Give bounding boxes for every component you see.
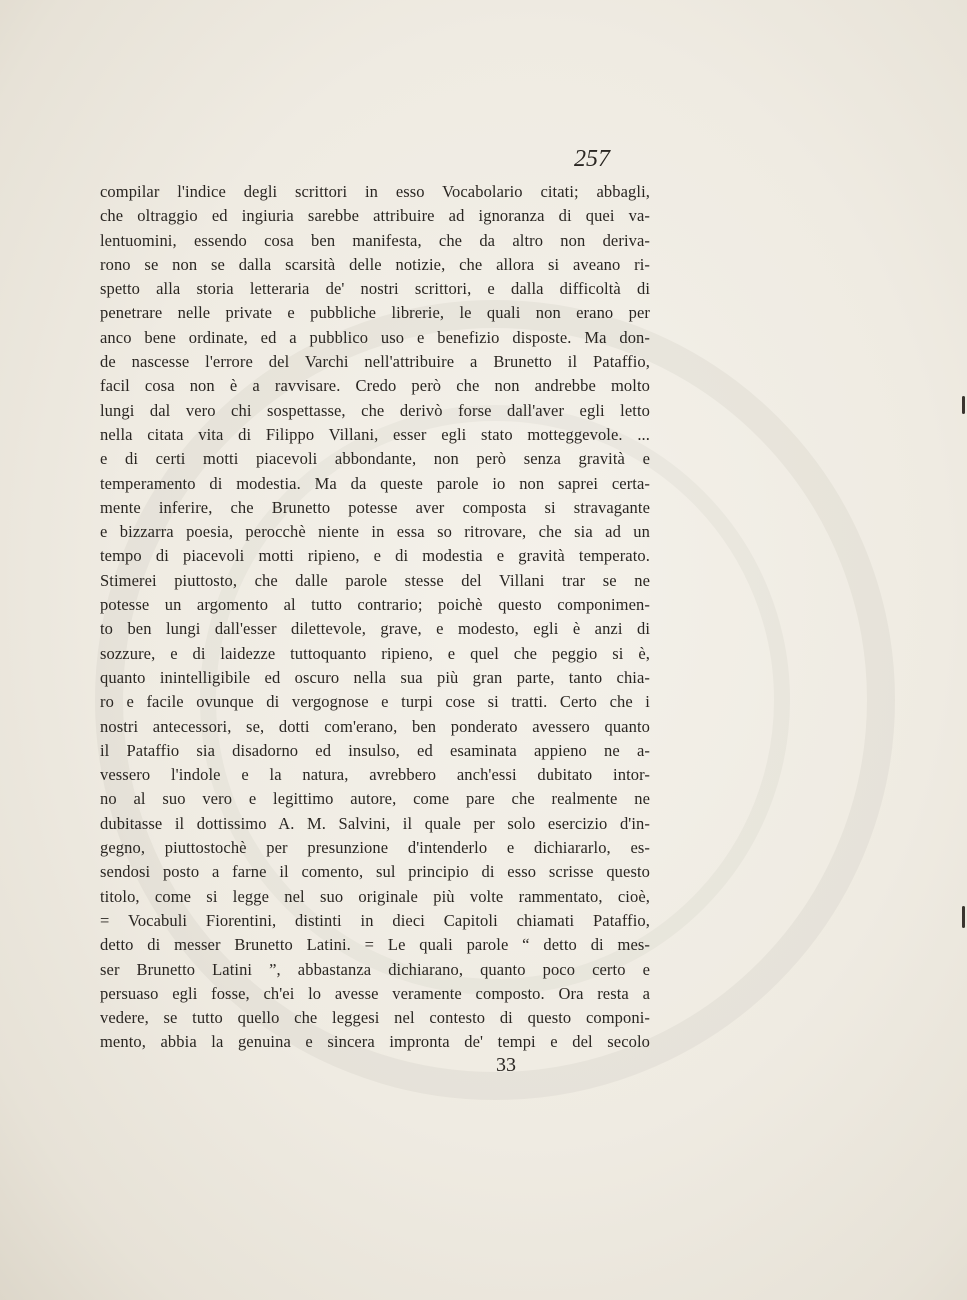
text-line: penetrare nelle private e pubbliche librerie, le quali non erano per <box>100 303 650 323</box>
text-line: nostri antecessori, se, dotti com'erano, ben ponderato avessero quanto <box>100 716 650 736</box>
text-line: gegno, piuttostochè per presunzione d'intenderlo e dichiararlo, es- <box>100 838 650 858</box>
text-line: il Pataffio sia disadorno ed insulso, ed esaminata appieno ne a- <box>100 740 650 760</box>
text-line: titolo, come si legge nel suo originale più volte rammentato, cioè, <box>100 886 650 906</box>
text-line: ser Brunetto Latini ”, abbastanza dichiarano, quanto poco certo e <box>100 959 650 979</box>
page-number: 257 <box>574 146 610 172</box>
text-line: ro e facile ovunque di vergognose e turpi cose si tratti. Certo che i <box>100 692 650 712</box>
signature-mark: 33 <box>496 1054 516 1076</box>
text-line: che oltraggio ed ingiuria sarebbe attribuire ad ignoranza di quei va- <box>100 206 650 226</box>
text-line: tempo di piacevoli motti ripieno, e di modestia e gravità temperato. <box>100 546 650 566</box>
text-line: vedere, se tutto quello che leggesi nel contesto di questo componi- <box>100 1008 650 1028</box>
text-line: rono se non se dalla scarsità delle notizie, che allora si aveano ri- <box>100 254 650 274</box>
text-line: vessero l'indole e la natura, avrebbero anch'essi dubitato intor- <box>100 765 650 785</box>
text-line: temperamento di modestia. Ma da queste parole io non saprei certa- <box>100 473 650 493</box>
edge-mark-right-top <box>962 396 965 414</box>
text-line: mente inferire, che Brunetto potesse aver composta si stravagante <box>100 497 650 517</box>
text-line: Stimerei piuttosto, che dalle parole stesse del Villani trar se ne <box>100 570 650 590</box>
text-line: sozzure, e di laidezze tuttoquanto ripieno, e quel che peggio si è, <box>100 643 650 663</box>
text-line: anco bene ordinate, ed a pubblico uso e benefizio disposte. Ma don- <box>100 327 650 347</box>
text-line: detto di messer Brunetto Latini. = Le quali parole “ detto di mes- <box>100 935 650 955</box>
text-line: e bizzarra poesia, perocchè niente in essa so ritrovare, che sia ad un <box>100 522 650 542</box>
text-line: potesse un argomento al tutto contrario; poichè questo componimen- <box>100 595 650 615</box>
text-line: de nascesse l'errore del Varchi nell'attribuire a Brunetto il Pataffio, <box>100 352 650 372</box>
text-line: mento, abbia la genuina e sincera impronta de' tempi e del secolo <box>100 1032 650 1052</box>
text-line: dubitasse il dottissimo A. M. Salvini, il quale per solo esercizio d'in- <box>100 813 650 833</box>
text-line: no al suo vero e legittimo autore, come pare che realmente ne <box>100 789 650 809</box>
text-line: spetto alla storia letteraria de' nostri scrittori, e dalla difficoltà di <box>100 279 650 299</box>
text-line: to ben lungi dall'esser dilettevole, grave, e modesto, egli è anzi di <box>100 619 650 639</box>
body-text <box>100 180 650 1055</box>
text-line: lungi dal vero chi sospettasse, che derivò forse dall'aver egli letto <box>100 400 650 420</box>
text-line: compilar l'indice degli scrittori in esso Vocabolario citati; abbagli, <box>100 182 650 201</box>
text-line: persuaso egli fosse, ch'ei lo avesse veramente composto. Ora resta a <box>100 983 650 1003</box>
text-line: lentuomini, essendo cosa ben manifesta, che da altro non deriva- <box>100 230 650 250</box>
text-line: nella citata vita di Filippo Villani, esser egli stato motteggevole. ... <box>100 424 650 444</box>
text-line: facil cosa non è a ravvisare. Credo però che non andrebbe molto <box>100 376 650 396</box>
text-line: quanto inintelligibile ed oscuro nella sua più gran parte, tanto chia- <box>100 667 650 687</box>
text-line: e di certi motti piacevoli abbondante, non però senza gravità e <box>100 449 650 469</box>
text-line: = Vocabuli Fiorentini, distinti in dieci Capitoli chiamati Pataffio, <box>100 910 650 930</box>
edge-mark-right-bottom <box>962 906 965 928</box>
text-line: sendosi posto a farne il comento, sul principio di esso scrisse questo <box>100 862 650 882</box>
